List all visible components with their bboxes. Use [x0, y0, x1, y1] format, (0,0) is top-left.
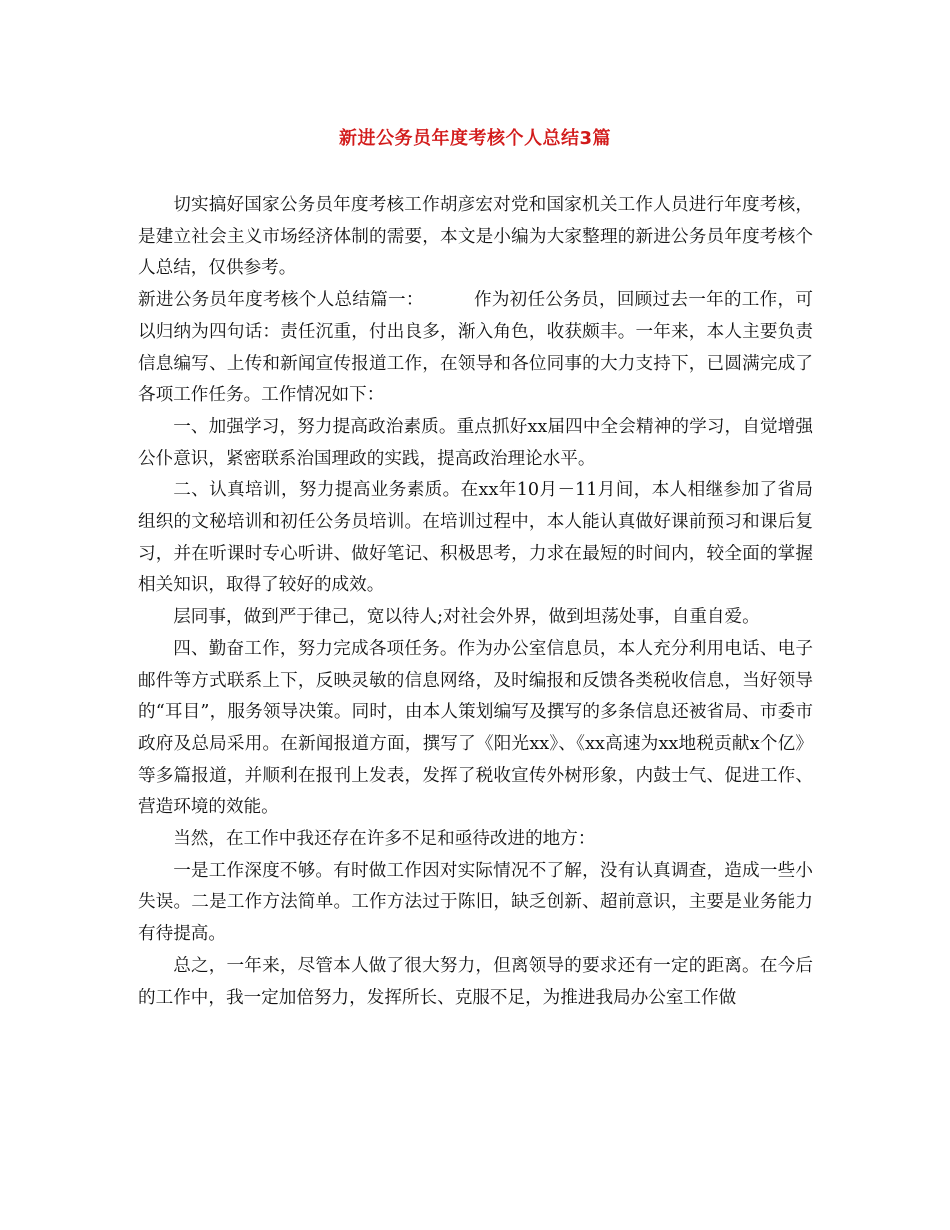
paragraph-shortcomings-intro: 当然，在工作中我还存在许多不足和亟待改进的地方： — [173, 829, 596, 850]
paragraph-work: 四、勤奋工作，努力完成各项任务。作为办公室信息员，本人充分利用电话、电子邮件等方式联系上下，反映灵敏的信息网络，及时编报和反馈各类税收信息，当好领导的“耳目”，服务领导决策。同时，由本人策划编写及撰写的多条信息还被省局、市委市政府及总局采用。在新闻报道方面，撰写了《阳光xx》、《xx高速为xx地税贡献x个亿》等多篇报道，并顺利在报刊上发表，发挥了税收宣传外树形象，内鼓士气、促进工作、营造环境的效能。 — [138, 638, 813, 818]
section-one-paragraph — [138, 285, 813, 412]
document-body — [138, 190, 813, 1014]
section-one-text: 作为初任公务员，回顾过去一年的工作，可以归纳为四句话：责任沉重，付出良多，渐入角色，收获颇丰。一年来，本人主要负责信息编写、上传和新闻宣传报道工作，在领导和各位同事的大力支持下，已圆满完成了各项工作任务。工作情况如下： — [138, 290, 813, 406]
document-title: 新进公务员年度考核个人总结3篇 — [338, 128, 612, 149]
paragraph-study: 一、加强学习，努力提高政治素质。重点抓好xx届四中全会精神的学习，自觉增强公仆意识，紧密联系治国理政的实践，提高政治理论水平。 — [138, 416, 813, 469]
paragraph-shortcomings: 一是工作深度不够。有时做工作因对实际情况不了解，没有认真调查，造成一些小失误。二是工作方法简单。工作方法过于陈旧，缺乏创新、超前意识，主要是业务能力有待提高。 — [138, 860, 813, 945]
paragraph-training: 二、认真培训，努力提高业务素质。在xx年10月－11月间，本人相继参加了省局组织的文秘培训和初任公务员培训。在培训过程中，本人能认真做好课前预习和课后复习，并在听课时专心听讲、做好笔记、积极思考，力求在最短的时间内，较全面的掌握相关知识，取得了较好的成效。 — [138, 480, 813, 596]
paragraph-conclusion: 总之，一年来，尽管本人做了很大努力，但离领导的要求还有一定的距离。在今后的工作中，我一定加倍努力，发挥所长、克服不足，为推进我局办公室工作做 — [138, 955, 813, 1008]
paragraph-colleagues: 层同事，做到严于律己，宽以待人;对社会外界，做到坦荡处事，自重自爱。 — [173, 607, 760, 628]
section-one-heading: 新进公务员年度考核个人总结篇一： — [138, 290, 424, 311]
intro-paragraph: 切实搞好国家公务员年度考核工作胡彦宏对党和国家机关工作人员进行年度考核，是建立社会主义市场经济体制的需要，本文是小编为大家整理的新进公务员年度考核个人总结，仅供参考。 — [138, 195, 813, 279]
